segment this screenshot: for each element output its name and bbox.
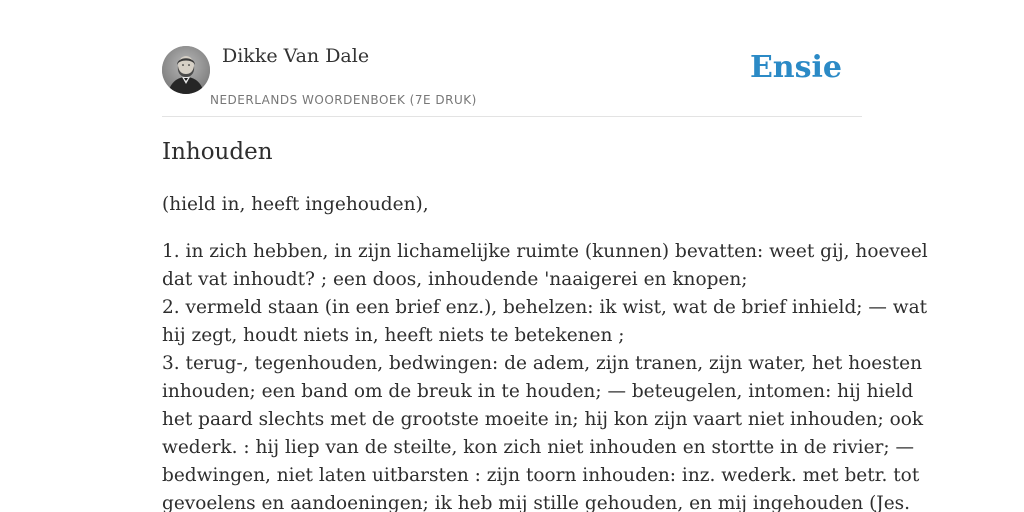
portrait-photo-icon <box>162 46 210 94</box>
definition-line: wederk. : hij liep van de steilte, kon zich niet inhouden en stortte in de rivier; — <box>162 437 914 458</box>
header <box>162 40 862 117</box>
author-name[interactable]: Dikke Van Dale <box>222 45 370 67</box>
avatar[interactable] <box>162 46 210 94</box>
definition-line: 3. terug-, tegenhouden, bedwingen: de adem, zijn tranen, zijn water, het hoesten <box>162 353 922 374</box>
definition-line: dat vat inhoudt? ; een doos, inhoudende 'naaigerei en knopen; <box>162 269 748 290</box>
definition-line: gevoelens en aandoeningen; ik heb mij stille gehouden, en mij ingehouden (Jes. <box>162 493 911 512</box>
entry-definitions <box>162 238 928 512</box>
definition-line: 2. vermeld staan (in een brief enz.), behelzen: ik wist, wat de brief inhield; — wat <box>162 297 928 318</box>
entry-intro: (hield in, heeft ingehouden), <box>162 194 429 215</box>
definition-line: 1. in zich hebben, in zijn lichamelijke ruimte (kunnen) bevatten: weet gij, hoeveel <box>162 241 928 262</box>
entry-title: Inhouden <box>162 139 273 165</box>
definition-line: bedwingen, niet laten uitbarsten : zijn toorn inhouden: inz. wederk. met betr. tot <box>162 465 920 486</box>
definition-line: hij zegt, houdt niets in, heeft niets te betekenen ; <box>162 325 625 346</box>
definition-line: het paard slechts met de grootste moeite in; hij kon zijn vaart niet inhouden; ook <box>162 409 924 430</box>
source-label[interactable]: NEDERLANDS WOORDENBOEK (7E DRUK) <box>210 93 477 107</box>
entry-body <box>162 191 928 512</box>
brand-logo[interactable]: Ensie <box>749 50 842 85</box>
definition-line: inhouden; een band om de breuk in te houden; — beteugelen, intomen: hij hield <box>162 381 914 402</box>
